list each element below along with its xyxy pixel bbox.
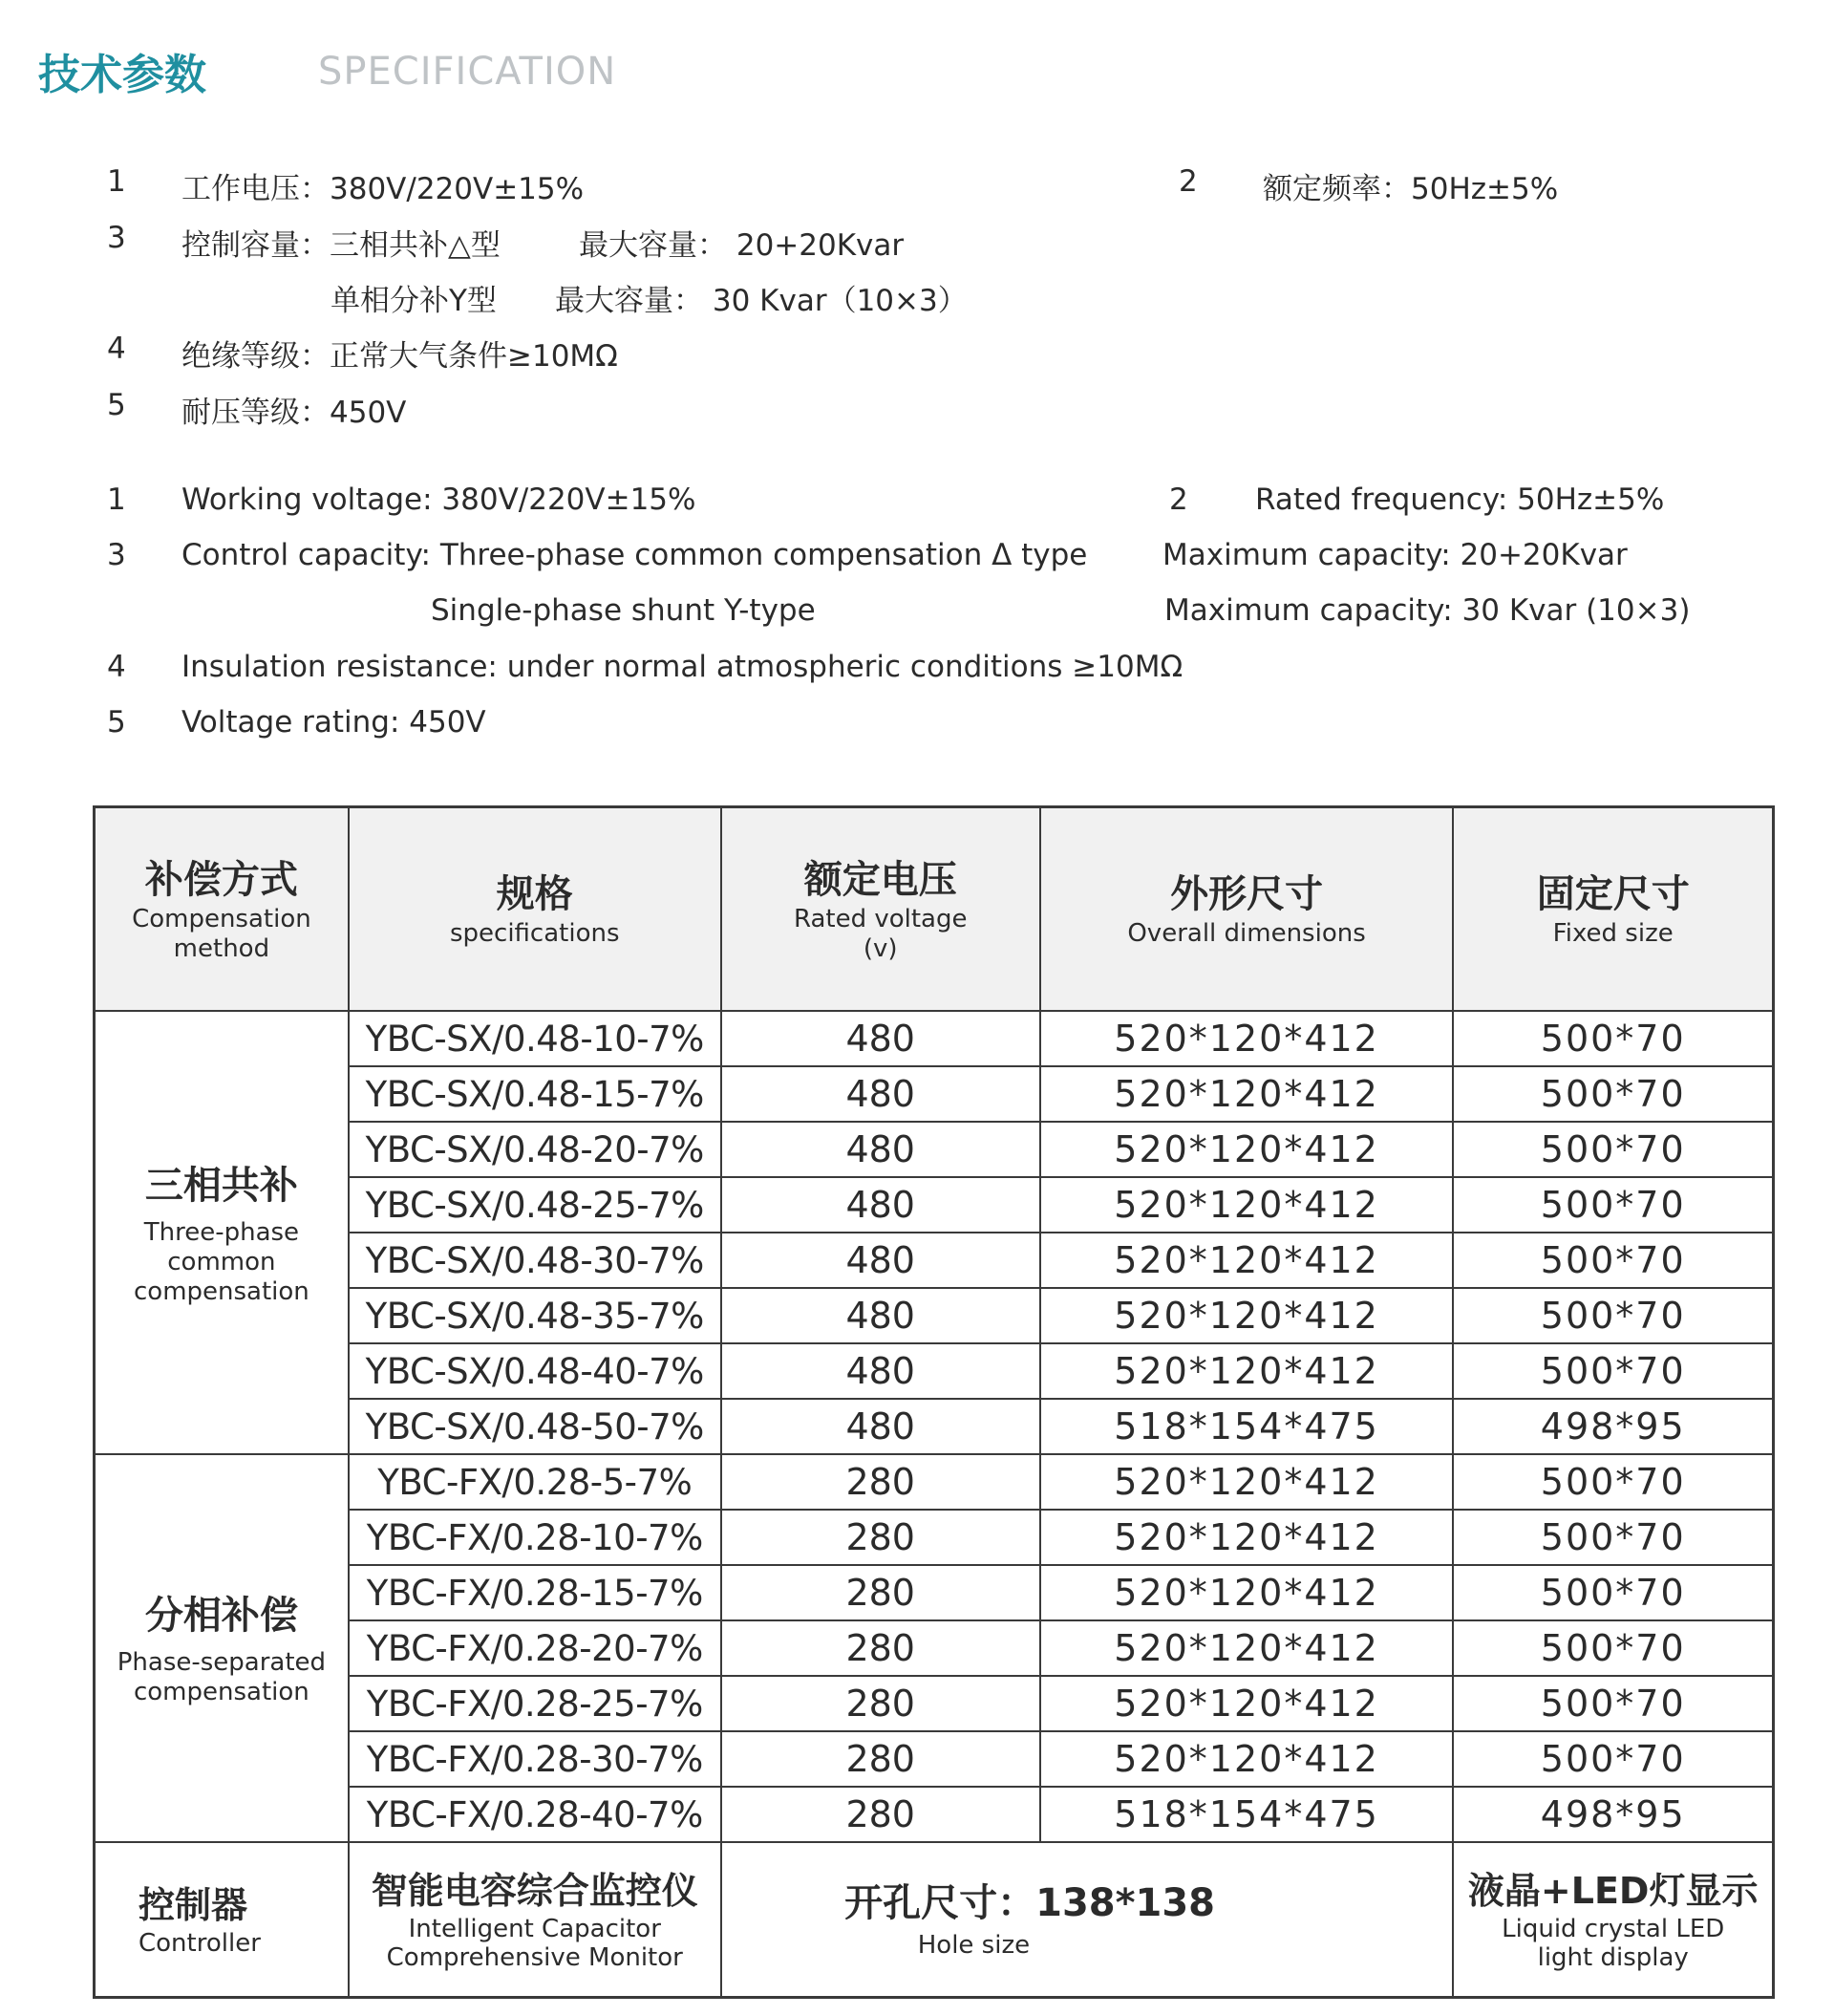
header-en: Compensation method	[132, 904, 311, 963]
spec-cn-1-number: 1	[107, 164, 126, 199]
spec-cn-4-text: 绝缘等级：正常大气条件≥10MΩ	[181, 339, 618, 374]
group-phase-separated	[95, 1454, 349, 1842]
fixed-size-cell: 500*70	[1453, 1620, 1773, 1676]
device-cn: 智能电容综合监控仪	[371, 1870, 698, 1912]
controller-label-cell	[95, 1842, 349, 1998]
spec-en-3-number: 3	[107, 538, 126, 572]
fixed-size-cell: 500*70	[1453, 1454, 1773, 1510]
spec-en-4-text: Insulation resistance: under normal atmospheric conditions ≥10MΩ	[181, 650, 1184, 684]
model-cell: YBC-SX/0.48-10-7%	[349, 1011, 721, 1066]
spec-cn-5-number: 5	[107, 388, 126, 422]
dimensions-cell: 520*120*412	[1040, 1233, 1454, 1288]
voltage-cell: 280	[721, 1454, 1040, 1510]
spec-en-2-number: 2	[1169, 483, 1188, 517]
header-cn: 规格	[496, 872, 573, 916]
spec-cn-3b-capacity: 最大容量： 30 Kvar（10×3）	[555, 284, 968, 318]
header-unit: (v)	[863, 933, 898, 963]
dimensions-cell: 520*120*412	[1040, 1343, 1454, 1399]
controller-display-cell	[1453, 1842, 1773, 1998]
table-row	[95, 1011, 1774, 1066]
dimensions-cell: 520*120*412	[1040, 1731, 1454, 1787]
spec-en-5-number: 5	[107, 705, 126, 740]
model-cell: YBC-SX/0.48-50-7%	[349, 1399, 721, 1454]
fixed-size-cell: 500*70	[1453, 1066, 1773, 1122]
controller-hole-size-cell	[721, 1842, 1454, 1998]
model-cell: YBC-SX/0.48-40-7%	[349, 1343, 721, 1399]
voltage-cell: 280	[721, 1731, 1040, 1787]
dimensions-cell: 520*120*412	[1040, 1565, 1454, 1620]
voltage-cell: 480	[721, 1122, 1040, 1177]
page-title-en: SPECIFICATION	[318, 50, 617, 94]
spec-cn-1-text: 工作电压：380V/220V±15%	[181, 172, 585, 206]
group-three-phase	[95, 1011, 349, 1454]
spec-en-4-number: 4	[107, 650, 126, 684]
fixed-size-cell: 498*95	[1453, 1787, 1773, 1842]
header-compensation-method	[95, 807, 349, 1012]
model-cell: YBC-FX/0.28-20-7%	[349, 1620, 721, 1676]
header-overall-dimensions	[1040, 807, 1454, 1012]
spec-en-1-number: 1	[107, 483, 126, 517]
spec-cn-2-number: 2	[1179, 164, 1198, 199]
dimensions-cell: 520*120*412	[1040, 1510, 1454, 1565]
voltage-cell: 280	[721, 1565, 1040, 1620]
table-row	[95, 1454, 1774, 1510]
header-en: Fixed size	[1552, 919, 1674, 948]
spec-en-3-capacity: Maximum capacity: 20+20Kvar	[1162, 538, 1628, 572]
dimensions-cell: 518*154*475	[1040, 1787, 1454, 1842]
fixed-size-cell: 500*70	[1453, 1343, 1773, 1399]
model-cell: YBC-SX/0.48-15-7%	[349, 1066, 721, 1122]
controller-en: Controller	[139, 1929, 261, 1958]
device-en-line1: Intelligent Capacitor	[408, 1915, 661, 1943]
fixed-size-cell: 500*70	[1453, 1011, 1773, 1066]
spec-en-3b-capacity: Maximum capacity: 30 Kvar (10×3)	[1164, 593, 1691, 628]
fixed-size-cell: 500*70	[1453, 1122, 1773, 1177]
fixed-size-cell: 500*70	[1453, 1565, 1773, 1620]
fixed-size-cell: 500*70	[1453, 1233, 1773, 1288]
model-cell: YBC-FX/0.28-25-7%	[349, 1676, 721, 1731]
fixed-size-cell: 500*70	[1453, 1510, 1773, 1565]
group-cn: 分相补偿	[144, 1594, 298, 1638]
voltage-cell: 280	[721, 1510, 1040, 1565]
spec-en-1-text: Working voltage: 380V/220V±15%	[181, 483, 696, 517]
header-rated-voltage	[721, 807, 1040, 1012]
header-en: specifications	[449, 919, 620, 948]
fixed-size-cell: 500*70	[1453, 1676, 1773, 1731]
dimensions-cell: 520*120*412	[1040, 1676, 1454, 1731]
spec-cn-3b-text: 单相分补Y型	[331, 284, 497, 318]
model-cell: YBC-FX/0.28-40-7%	[349, 1787, 721, 1842]
header-fixed-size	[1453, 807, 1773, 1012]
hole-size-en: Hole size	[917, 1931, 1031, 1960]
spec-cn-3-text: 控制容量：三相共补△型	[181, 228, 501, 263]
model-cell: YBC-SX/0.48-25-7%	[349, 1177, 721, 1233]
voltage-cell: 480	[721, 1288, 1040, 1343]
page-title-cn: 技术参数	[38, 51, 206, 99]
dimensions-cell: 520*120*412	[1040, 1011, 1454, 1066]
dimensions-cell: 520*120*412	[1040, 1066, 1454, 1122]
voltage-cell: 480	[721, 1011, 1040, 1066]
voltage-cell: 480	[721, 1233, 1040, 1288]
group-cn: 三相共补	[144, 1163, 298, 1208]
model-cell: YBC-SX/0.48-35-7%	[349, 1288, 721, 1343]
voltage-cell: 480	[721, 1343, 1040, 1399]
model-cell: YBC-SX/0.48-30-7%	[349, 1233, 721, 1288]
dimensions-cell: 520*120*412	[1040, 1620, 1454, 1676]
spec-table	[93, 805, 1775, 1999]
voltage-cell: 480	[721, 1177, 1040, 1233]
group-en: Phase-separated compensation	[117, 1648, 327, 1706]
controller-row	[95, 1842, 1774, 1998]
dimensions-cell: 520*120*412	[1040, 1122, 1454, 1177]
group-en: Three-phase common compensation	[134, 1217, 309, 1306]
fixed-size-cell: 500*70	[1453, 1288, 1773, 1343]
dimensions-cell: 520*120*412	[1040, 1454, 1454, 1510]
header-specifications	[349, 807, 721, 1012]
spec-en-5-text: Voltage rating: 450V	[181, 705, 486, 740]
display-cn: 液晶+LED灯显示	[1467, 1870, 1759, 1912]
voltage-cell: 280	[721, 1620, 1040, 1676]
spec-cn-2-text: 额定频率：50Hz±5%	[1263, 172, 1559, 206]
voltage-cell: 280	[721, 1676, 1040, 1731]
spec-cn-3-capacity: 最大容量： 20+20Kvar	[579, 228, 905, 263]
spec-cn-5-text: 耐压等级：450V	[181, 396, 407, 430]
header-cn: 额定电压	[803, 857, 957, 902]
header-cn: 外形尺寸	[1170, 872, 1324, 916]
fixed-size-cell: 500*70	[1453, 1731, 1773, 1787]
header-en: Rated voltage	[793, 904, 968, 933]
dimensions-cell: 518*154*475	[1040, 1399, 1454, 1454]
dimensions-cell: 520*120*412	[1040, 1177, 1454, 1233]
dimensions-cell: 520*120*412	[1040, 1288, 1454, 1343]
voltage-cell: 480	[721, 1066, 1040, 1122]
display-en-line1: Liquid crystal LED	[1502, 1915, 1725, 1943]
model-cell: YBC-SX/0.48-20-7%	[349, 1122, 721, 1177]
spec-cn-3-number: 3	[107, 221, 126, 255]
header-cn: 补偿方式	[144, 857, 298, 902]
controller-cn: 控制器	[139, 1884, 248, 1926]
device-en-line2: Comprehensive Monitor	[386, 1943, 683, 1972]
display-en-line2: light display	[1537, 1943, 1689, 1972]
header-cn: 固定尺寸	[1536, 872, 1690, 916]
table-header-row	[95, 807, 1774, 1012]
model-cell: YBC-FX/0.28-15-7%	[349, 1565, 721, 1620]
spec-en-3-text: Control capacity: Three-phase common compensation Δ type	[181, 538, 1088, 572]
spec-en-2-text: Rated frequency: 50Hz±5%	[1255, 483, 1665, 517]
model-cell: YBC-FX/0.28-10-7%	[349, 1510, 721, 1565]
controller-device-cell	[349, 1842, 721, 1998]
fixed-size-cell: 498*95	[1453, 1399, 1773, 1454]
model-cell: YBC-FX/0.28-30-7%	[349, 1731, 721, 1787]
hole-size-cn: 开孔尺寸：138*138	[844, 1881, 1216, 1925]
voltage-cell: 480	[721, 1399, 1040, 1454]
voltage-cell: 280	[721, 1787, 1040, 1842]
header-en: Overall dimensions	[1127, 919, 1366, 948]
model-cell: YBC-FX/0.28-5-7%	[349, 1454, 721, 1510]
spec-en-3b-text: Single-phase shunt Y-type	[431, 593, 816, 628]
spec-cn-4-number: 4	[107, 332, 126, 366]
fixed-size-cell: 500*70	[1453, 1177, 1773, 1233]
